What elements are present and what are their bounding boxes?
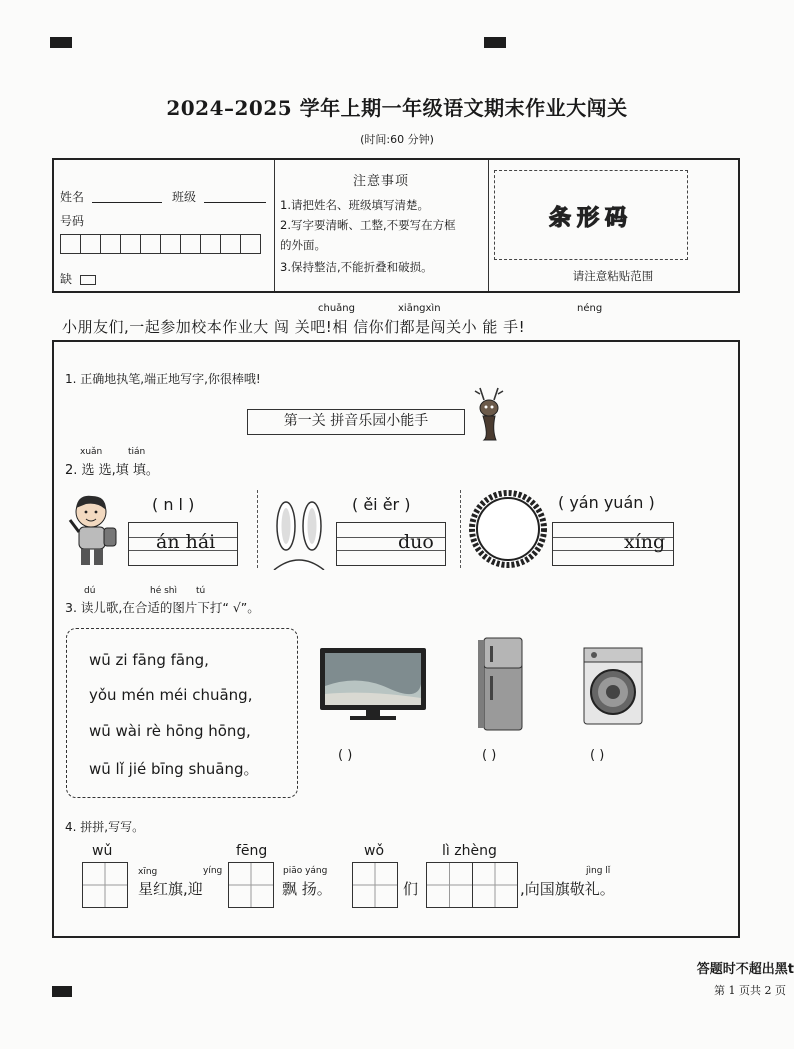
student-fields	[54, 160, 275, 291]
pinyin-lizheng: lì zhèng	[442, 843, 497, 859]
pinyin-ying: yíng	[203, 866, 223, 876]
sentence-part: 星红旗,迎	[138, 880, 203, 898]
class-label: 班级	[172, 190, 197, 204]
pinyin-wo: wǒ	[364, 843, 385, 859]
pinyin-jingli: jìng lǐ	[586, 866, 611, 876]
page-title: 2024–2025 学年上期一年级语文期末作业大闯关	[166, 96, 628, 120]
choice-options: ( n l )	[152, 495, 195, 514]
pinyin-word: án hái	[156, 531, 216, 553]
pinyin-tu: tú	[196, 586, 206, 596]
divider	[460, 490, 461, 568]
pinyin-du: dú	[84, 586, 96, 596]
note-item: 3.保持整洁,不能折叠和破损。	[280, 260, 433, 274]
barcode-panel	[488, 160, 738, 291]
washing-machine-icon	[582, 646, 644, 726]
registration-mark	[52, 986, 72, 997]
ring-icon	[468, 490, 548, 568]
divider	[257, 490, 258, 568]
barcode-hint: 请注意粘贴范围	[572, 269, 654, 283]
name-field[interactable]	[92, 202, 162, 203]
sentence-part: 们	[403, 880, 419, 898]
answer-blank[interactable]: ( )	[590, 748, 605, 763]
boy-icon	[64, 490, 122, 570]
section-banner: 第一关 拼音乐园小能手	[247, 409, 465, 435]
note-item: 2.写字要清晰、工整,不要写在方框	[280, 218, 456, 232]
absent-checkbox[interactable]	[80, 275, 96, 285]
writing-grid[interactable]	[228, 862, 274, 908]
pinyin-neng: néng	[577, 303, 603, 314]
id-label: 号码	[60, 214, 85, 228]
sentence-part: 飘 扬。	[282, 880, 332, 898]
question-4: 4. 拼拼,写写。	[65, 820, 145, 834]
rhyme-line: wū zi fāng fāng,	[89, 651, 209, 669]
rabbit-icon	[264, 500, 334, 570]
question-1: 1. 正确地执笔,端正地写字,你很棒哦!	[65, 372, 261, 386]
pinyin-word: duo	[398, 531, 434, 553]
choice-options: ( yán yuán )	[558, 493, 655, 512]
barcode-label: 条形码	[548, 206, 633, 231]
writing-grid[interactable]	[426, 862, 518, 908]
intro-text: 小朋友们,一起参加校本作业大 闯 关吧!相 信你们都是闯关小 能 手!	[62, 318, 526, 336]
registration-mark	[50, 37, 72, 48]
fridge-icon	[478, 636, 528, 734]
absent-label: 缺	[60, 272, 73, 286]
rhyme-line: wū wài rè hōng hōng,	[89, 722, 251, 740]
deer-mascot-icon	[472, 386, 506, 442]
pinyin-wu: wǔ	[92, 843, 113, 859]
notes-panel	[274, 160, 489, 291]
pinyin-xuan: xuǎn	[80, 447, 103, 457]
pinyin-xiangxin: xiāngxìn	[398, 303, 441, 314]
question-2: 2. 选 选,填 填。	[65, 463, 159, 478]
pinyin-tian: tián	[128, 447, 146, 457]
student-info-box	[52, 158, 740, 293]
registration-mark	[484, 37, 506, 48]
time-limit: (时间:60 分钟)	[360, 133, 434, 146]
pinyin-word: xíng	[624, 531, 666, 553]
rhyme-line: yǒu mén méi chuāng,	[89, 686, 253, 704]
rhyme-box	[66, 628, 298, 798]
id-number-grid[interactable]	[60, 234, 260, 254]
answer-blank[interactable]: ( )	[482, 748, 497, 763]
sentence-part: ,向国旗敬礼。	[520, 880, 615, 898]
writing-grid[interactable]	[352, 862, 398, 908]
class-field[interactable]	[204, 202, 266, 203]
tv-icon	[318, 646, 428, 722]
pinyin-chuang: chuǎng	[318, 303, 355, 314]
rhyme-line: wū lǐ jié bīng shuāng。	[89, 760, 259, 778]
pinyin-piaoyang: piāo yáng	[283, 866, 328, 876]
pinyin-feng: fēng	[236, 843, 268, 859]
page-number: 第 1 页共 2 页	[714, 984, 786, 997]
name-label: 姓名	[60, 190, 85, 204]
choice-options: ( ěi ěr )	[352, 495, 411, 514]
pinyin-heshi: hé shì	[150, 586, 177, 596]
notes-title: 注意事项	[352, 174, 409, 189]
barcode-area	[494, 170, 688, 260]
footer-warning: 答题时不超出黑t	[696, 962, 794, 977]
note-item: 1.请把姓名、班级填写清楚。	[280, 198, 429, 212]
pinyin-xing: xīng	[138, 867, 158, 877]
writing-grid[interactable]	[82, 862, 128, 908]
question-3: 3. 读儿歌,在合适的图片下打“ √”。	[65, 600, 260, 615]
answer-blank[interactable]: ( )	[338, 748, 353, 763]
note-item: 的外面。	[280, 238, 326, 252]
